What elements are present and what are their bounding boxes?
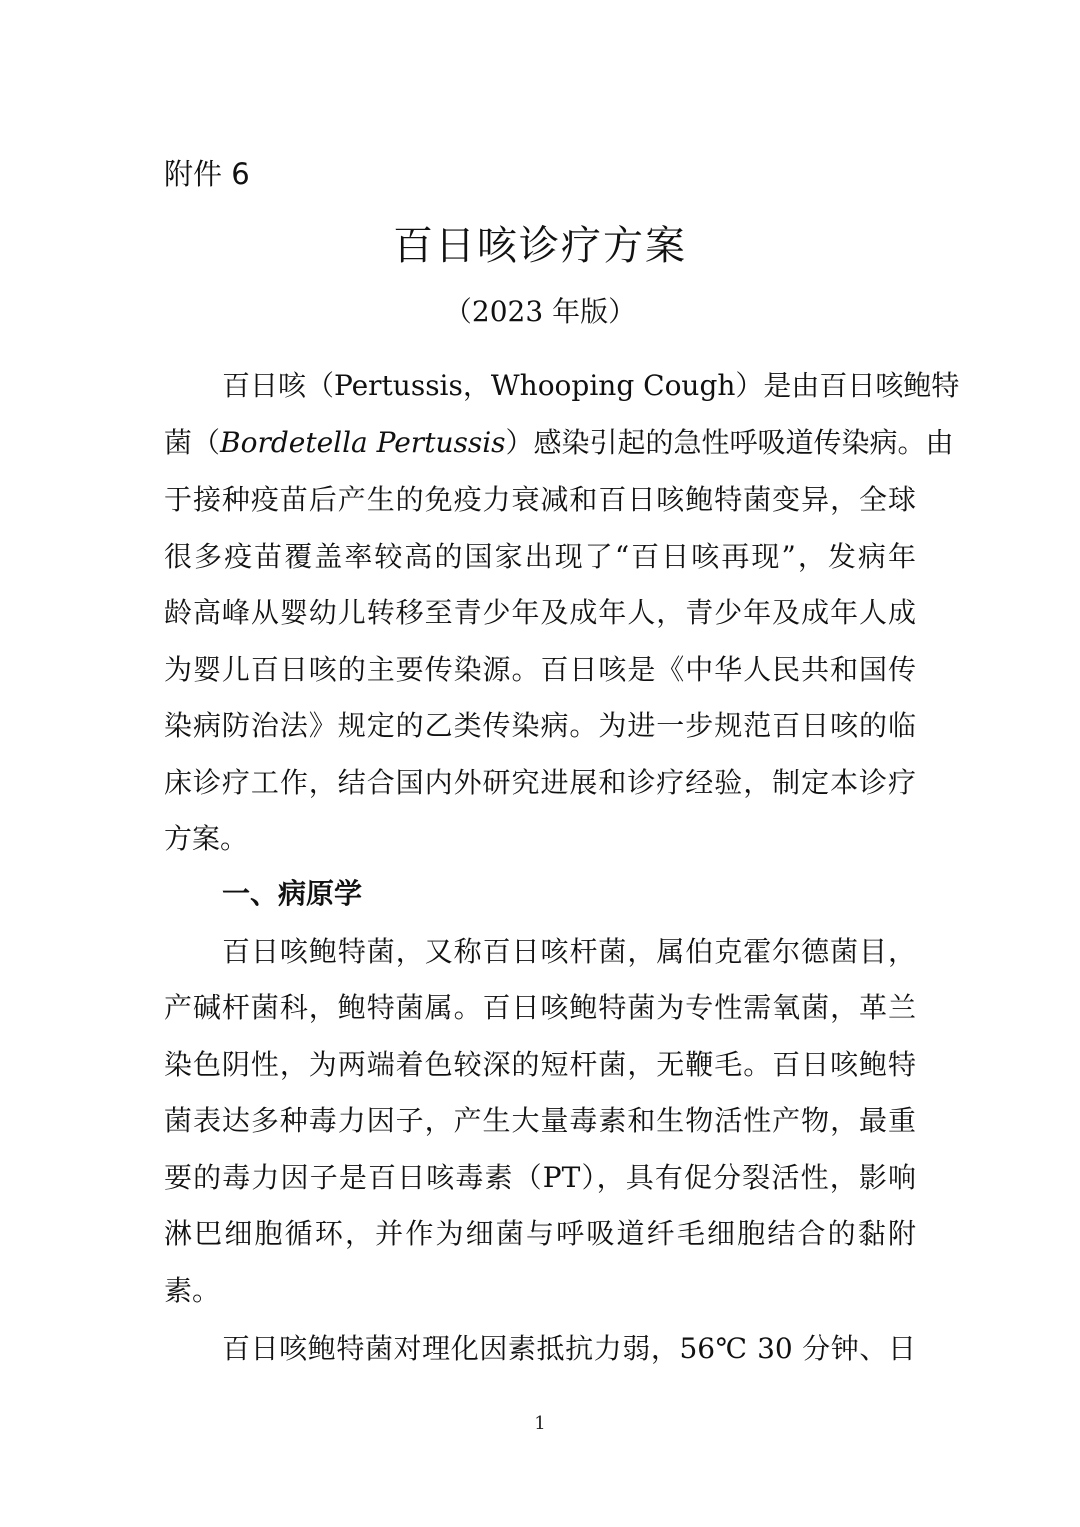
intro-line: 于接种疫苗后产生的免疫力衰减和百日咳鲍特菌变异，全球 bbox=[164, 483, 916, 516]
section-line: 淋巴细胞循环，并作为细菌与呼吸道纤毛细胞结合的黏附 bbox=[164, 1217, 916, 1250]
intro-line: 百日咳（Pertussis，Whooping Cough）是由百日咳鲍特 bbox=[222, 369, 960, 402]
attachment-label: 附件 6 bbox=[164, 157, 250, 191]
section-heading: 一、病原学 bbox=[222, 877, 363, 910]
section-line: 染色阴性，为两端着色较深的短杆菌，无鞭毛。百日咳鲍特 bbox=[164, 1048, 916, 1081]
section-line: 要的毒力因子是百日咳毒素（PT），具有促分裂活性，影响 bbox=[164, 1161, 916, 1194]
intro-line: 龄高峰从婴幼儿转移至青少年及成年人，青少年及成年人成 bbox=[164, 596, 916, 629]
intro-line: 床诊疗工作，结合国内外研究进展和诊疗经验，制定本诊疗 bbox=[164, 766, 916, 799]
intro-line: 为婴儿百日咳的主要传染源。百日咳是《中华人民共和国传 bbox=[164, 653, 916, 686]
document-title: 百日咳诊疗方案 bbox=[393, 223, 687, 269]
intro-line: 很多疫苗覆盖率较高的国家出现了“百日咳再现”，发病年 bbox=[164, 540, 916, 573]
page-number: 1 bbox=[534, 1413, 546, 1434]
intro-text: ）感染引起的急性呼吸道传染病。由 bbox=[505, 426, 954, 459]
latin-name: Bordetella Pertussis bbox=[220, 426, 506, 459]
intro-line: 方案。 bbox=[164, 822, 249, 855]
intro-line: 染病防治法》规定的乙类传染病。为进一步规范百日咳的临 bbox=[164, 709, 916, 742]
intro-text: 菌（ bbox=[164, 426, 221, 459]
section-line: 素。 bbox=[164, 1274, 221, 1307]
document-subtitle: （2023 年版） bbox=[443, 295, 637, 328]
intro-line bbox=[164, 423, 954, 463]
section-line: 菌表达多种毒力因子，产生大量毒素和生物活性产物，最重 bbox=[164, 1104, 916, 1137]
section-line: 百日咳鲍特菌对理化因素抵抗力弱，56℃ 30 分钟、日 bbox=[222, 1332, 916, 1365]
section-line: 产碱杆菌科，鲍特菌属。百日咳鲍特菌为专性需氧菌，革兰 bbox=[164, 991, 916, 1024]
section-line: 百日咳鲍特菌，又称百日咳杆菌，属伯克霍尔德菌目， bbox=[222, 935, 916, 968]
